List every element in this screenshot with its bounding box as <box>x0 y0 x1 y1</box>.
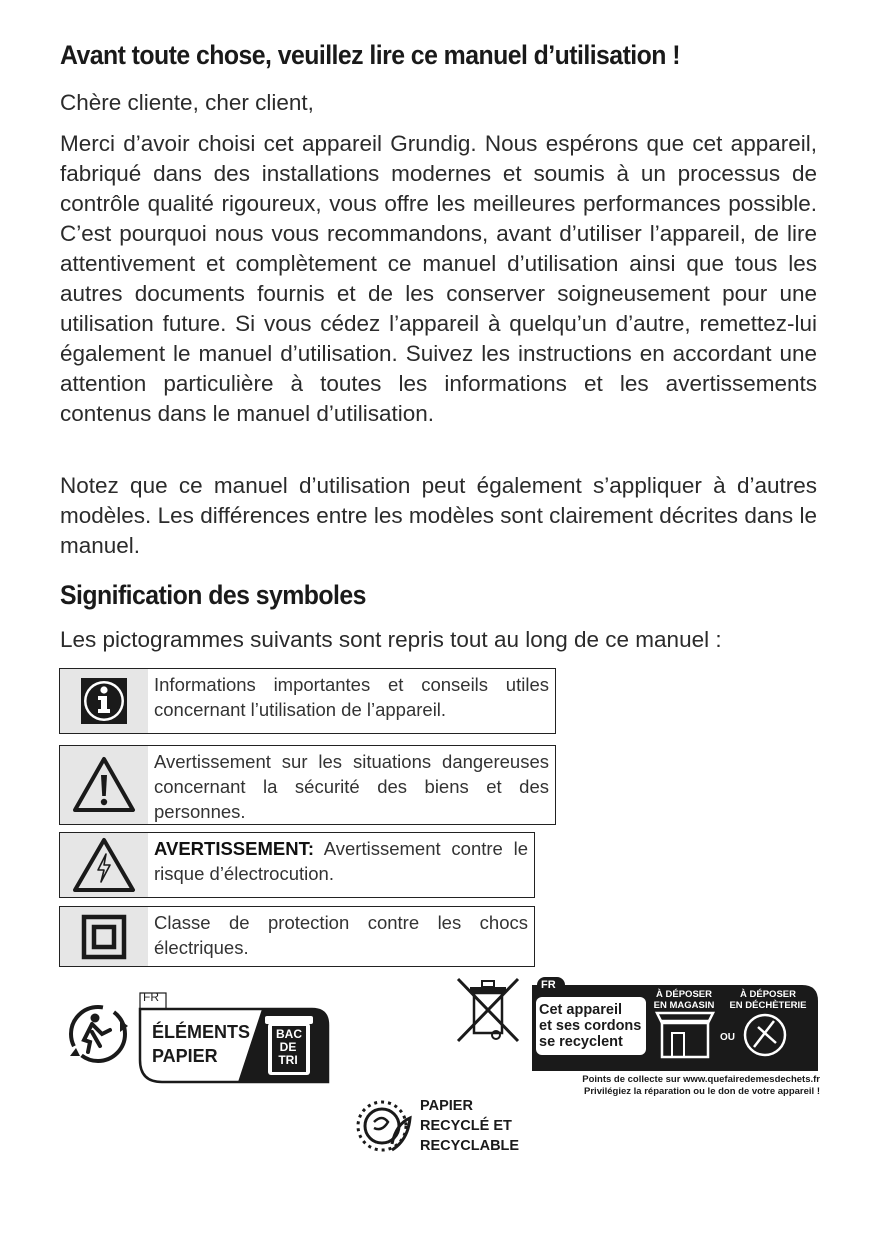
symbol-description <box>148 833 534 897</box>
crossed-bin-icon <box>458 979 518 1041</box>
greeting: Chère cliente, cher client, <box>60 90 314 115</box>
dump-label-2: EN DÉCHÈTERIE <box>729 1000 807 1011</box>
dump-label-1: À DÉPOSER <box>740 989 796 1000</box>
bin-label-3: TRI <box>278 1053 298 1067</box>
page-heading: Avant toute chose, veuillez lire ce manuel d’utilisation ! <box>60 40 680 70</box>
weee-line1: Cet appareil <box>539 1002 622 1018</box>
paper-line1: PAPIER <box>420 1098 473 1114</box>
double-insulation-icon <box>60 907 148 966</box>
symbols-intro: Les pictogrammes suivants sont repris tout au long de ce manuel : <box>60 627 722 652</box>
weee-line3: se recyclent <box>539 1034 623 1050</box>
symbol-description: Informations importantes et conseils utiles concernant l’utilisation de l’appareil. <box>154 674 549 720</box>
intro-paragraph: Merci d’avoir choisi cet appareil Grundig. Nous espérons que cet appareil, fabriqué dans des installations modernes et soumis à un processus de contrôle qualité rigoureux, vous offre les meilleures performances possible. C’est pourquoi nous vous recommandons, avant d’utiliser l’appareil, de lire attentivement et complètement ce manuel d’utilisation ainsi que tous les autres documents fournis et de les conserver soigneusement pour une utilisation future. Si vous cédez l’appareil à quelqu’un d’autre, remettez-lui également le manuel d’utilisation. Suivez les instructions en accordant une attention particulière à toutes les informations et les avertissements contenus dans le manuel d’utilisation. <box>60 131 817 426</box>
weee-footer-1: Points de collecte sur www.quefairedemesdechets.fr <box>582 1074 820 1085</box>
triman-line2: PAPIER <box>152 1046 218 1066</box>
paper-line3: RECYCLABLE <box>420 1138 520 1154</box>
models-note-paragraph: Notez que ce manuel d’utilisation peut également s’appliquer à d’autres modèles. Les différences entre les modèles sont clairement décrites dans le manuel. <box>60 473 817 558</box>
symbol-row-warning <box>59 745 556 825</box>
symbol-row-protection-class <box>59 906 535 967</box>
triman-country: FR <box>143 990 159 1004</box>
warning-keyword: AVERTISSEMENT: <box>154 838 315 859</box>
bin-label-2: DE <box>279 1040 297 1054</box>
info-icon <box>60 669 148 733</box>
weee-line2: et ses cordons <box>539 1018 642 1034</box>
symbol-description: Classe de protection contre les chocs électriques. <box>154 912 528 958</box>
weee-footer-2: Privilégiez la réparation ou le don de votre appareil ! <box>584 1086 820 1097</box>
weee-country: FR <box>541 979 556 991</box>
store-label-2: EN MAGASIN <box>653 1000 715 1011</box>
symbol-description: Avertissement sur les situations dangereuses concernant la sécurité des biens et des personnes. <box>154 751 549 822</box>
paper-line2: RECYCLÉ ET <box>420 1118 512 1134</box>
triman-line1: ÉLÉMENTS <box>152 1022 251 1042</box>
or-label: OU <box>720 1032 735 1043</box>
symbol-row-electric <box>59 832 535 898</box>
recycled-paper-icon <box>352 1088 422 1160</box>
symbol-description-text: Avertissement contre le risque d’électrocution. <box>154 838 528 884</box>
symbols-heading: Signification des symboles <box>60 580 366 610</box>
store-label-1: À DÉPOSER <box>656 989 712 1000</box>
symbol-row-info <box>59 668 556 734</box>
bin-label-1: BAC <box>276 1027 302 1041</box>
electric-shock-icon <box>60 833 148 897</box>
triman-icon <box>70 1007 128 1061</box>
warning-triangle-icon <box>60 746 148 824</box>
